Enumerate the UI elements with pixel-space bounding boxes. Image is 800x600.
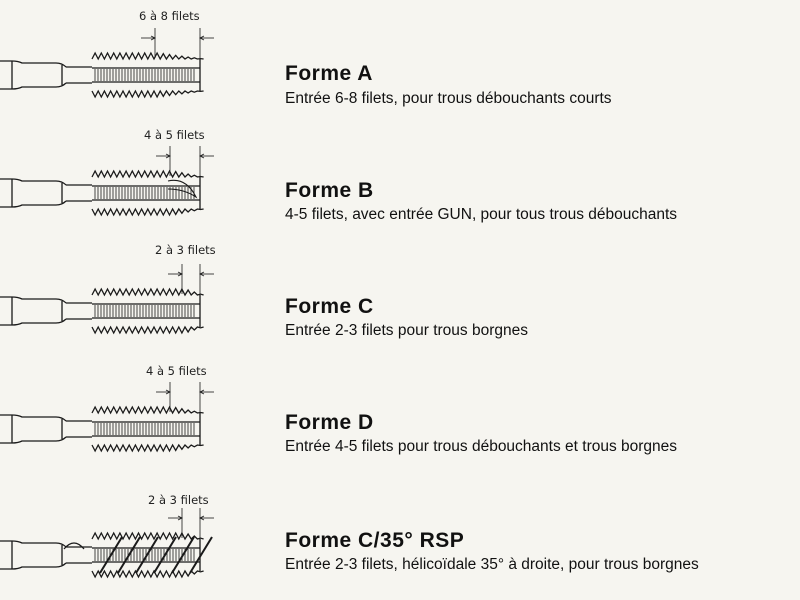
spiral-relief <box>64 543 84 549</box>
thread-top <box>92 53 204 59</box>
tap-drawing-c35 <box>0 480 260 600</box>
form-title-a: Forme A <box>285 62 373 85</box>
thread-bottom <box>92 327 204 333</box>
shank-bottom <box>0 563 66 569</box>
tap-drawing-a <box>0 0 260 120</box>
form-title-d: Forme D <box>285 411 374 434</box>
tap-form-c35 <box>0 480 800 600</box>
form-description-d: Entrée 4-5 filets pour trous débouchants et trous borgnes <box>285 438 678 455</box>
form-description-c: Entrée 2-3 filets pour trous borgnes <box>285 322 528 339</box>
tap-drawing-b <box>0 118 260 238</box>
tap-outline <box>0 508 214 577</box>
tap-form-c <box>0 236 800 356</box>
shank-bottom <box>0 319 66 325</box>
thread-top <box>92 289 204 295</box>
thread-top <box>92 533 204 539</box>
thread-bottom <box>92 209 204 215</box>
shank-top <box>0 541 66 547</box>
thread-top <box>92 171 204 177</box>
form-title-c35: Forme C/35° RSP <box>285 529 465 552</box>
shank-top <box>0 61 66 67</box>
form-description-c35: Entrée 2-3 filets, hélicoïdale 35° à droite, pour trous borgnes <box>285 556 699 573</box>
chamfer-label-d: 4 à 5 filets <box>146 364 207 378</box>
shank-bottom <box>0 201 66 207</box>
thread-bottom <box>92 445 204 451</box>
tap-form-d <box>0 354 800 474</box>
shank-bottom <box>0 437 66 443</box>
shank-bottom <box>0 83 66 89</box>
chamfer-label-a: 6 à 8 filets <box>139 9 200 23</box>
tap-drawing-d <box>0 354 260 474</box>
tap-form-b <box>0 118 800 238</box>
shank-top <box>0 415 66 421</box>
tap-outline <box>0 382 214 451</box>
tap-form-a <box>0 0 800 120</box>
tap-outline <box>0 264 214 333</box>
tap-drawing-c <box>0 236 260 356</box>
spiral-flute <box>190 537 212 573</box>
chamfer-label-c35: 2 à 3 filets <box>148 493 209 507</box>
tap-outline <box>0 146 214 215</box>
chamfer-label-c: 2 à 3 filets <box>155 243 216 257</box>
form-title-b: Forme B <box>285 179 374 202</box>
form-description-a: Entrée 6-8 filets, pour trous débouchants courts <box>285 90 612 107</box>
thread-bottom <box>92 571 204 577</box>
form-description-b: 4-5 filets, avec entrée GUN, pour tous trous débouchants <box>285 206 678 223</box>
shank-top <box>0 297 66 303</box>
chamfer-label-b: 4 à 5 filets <box>144 128 205 142</box>
thread-top <box>92 407 204 413</box>
shank-top <box>0 179 66 185</box>
tap-outline <box>0 28 214 97</box>
thread-bottom <box>92 91 204 97</box>
form-title-c: Forme C <box>285 295 374 318</box>
